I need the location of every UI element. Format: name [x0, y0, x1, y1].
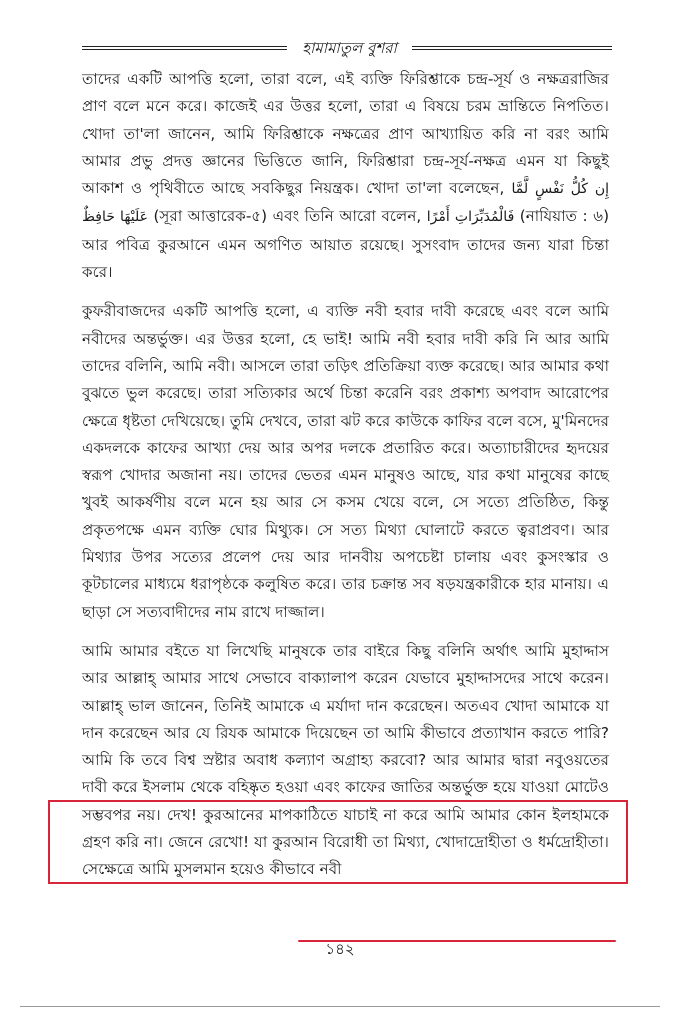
- arabic-verse-1: إِن كُلُّ نَفْسٍ لَّمَّا عَلَيْهَا حَافِظٌ: [82, 181, 610, 226]
- paragraph-text: তাদের একটি আপত্তি হলো, তারা বলে, এই ব্যক্তি ফিরিশ্তাকে চন্দ্র-সূর্য ও নক্ষত্ররাজির প্রাণ বলে মনে করে। কাজেই এর উত্তর হলো, তারা এ বিষয়ে চরম ভ্রান্তিতে নিপতিত। খোদা তা'লা জানেন, আমি ফিরিশ্তাকে নক্ষত্রের প্রাণ আখ্যায়িত করি না বরং আমি আমার প্রভু প্রদত্ত জ্ঞানের ভিত্তিতে জানি, ফিরিশ্তারা চন্দ্র-সূর্য-নক্ষত্র এমন যা কিছুই আকাশ ও পৃথিবীতে আছে সবকিছুর নিয়ন্ত্রক। খোদা তা'লা বলেছেন,: [82, 70, 609, 198]
- page-number: ১৪২: [325, 940, 355, 958]
- highlight-box-annotation: [48, 800, 628, 884]
- paragraph-text: (নাযিয়াত : ৬) আর পবিত্র কুরআনে এমন অগণিত আয়াত রয়েছে। সুসংবাদ তাদের জন্য যারা চিন্তা করে।: [82, 207, 609, 282]
- header-title: হামামাতুল বুশরা: [302, 39, 397, 57]
- running-header: [82, 38, 612, 60]
- header-rule-right: [412, 46, 612, 50]
- arabic-verse-2: فَالْمُدَبِّرَاتِ أَمْرًا: [426, 209, 515, 226]
- paragraph-text: (সূরা আত্তারেক-৫) এবং তিনি আরো বলেন,: [147, 207, 427, 226]
- footer-divider: [20, 1006, 660, 1007]
- paragraph-objection-prophethood: কুফরীবাজদের একটি আপত্তি হলো, এ ব্যক্তি নবী হবার দাবী করেছে এবং বলে আমি নবীদের অন্তর্ভুক্ত। এর উত্তর হলো, হে ভাই! আমি নবী হবার দাবী করি নি আর আমি তাদের বলিনি, আমি নবী। আসলে তারা তড়িৎ প্রতিক্রিয়া ব্যক্ত করেছে। আর আমার কথা বুঝতে ভুল করেছে। তারা সত্যিকার অর্থে চিন্তা করেনি বরং প্রকাশ্য অপবাদ আরোপের ক্ষেত্রে ধৃষ্টতা দেখিয়েছে। তুমি দেখবে, তারা ঝট করে কাউকে কাফির বলে বসে, মু'মিনদের একদলকে কাফের আখ্যা দেয় আর অপর দলকে প্রতারিত করে। অত্যাচারীদের হৃদয়ের স্বরূপ খোদার অজানা নয়। তাদের ভেতর এমন মানুষও আছে, যার কথা মানুষের কাছে খুবই আকর্ষণীয় বলে মনে হয় আর সে কসম খেয়ে বলে, সে সত্যে প্রতিষ্ঠিত, কিন্তু প্রকৃতপক্ষে এমন ব্যক্তি ঘোর মিথ্যুক। সে সত্য মিথ্যা ঘোলাটে করতে ত্বরাপ্রবণ। আর মিথ্যার উপর সত্যের প্রলেপ দেয় আর দানবীয় অপচেষ্টা চালায় এবং কুসংস্কার ও কূটচালের মাধ্যমে ধরাপৃষ্ঠকে কলুষিত করে। তার চক্রান্ত সব ষড়যন্ত্রকারীকে হার মানায়। এ ছাড়া সে সত্যবাদীদের নাম রাখে দাজ্জাল।: [82, 302, 609, 621]
- header-rule-left: [82, 46, 287, 50]
- paragraph-muhaddas: আমি আমার বইতে যা লিখেছি মানুষকে তার বাইরে কিছু বলিনি অর্থাৎ আমি মুহাদ্দাস আর আল্লাহ্ আমার সাথে সেভাবে বাক্যালাপ করেন যেভাবে মুহাদ্দাসদের সাথে করেন। আল্লাহ্ ভাল জানেন, তিনিই আমাকে এ মর্যাদা দান করেছেন। অতএব খোদা আমাকে যা দান করেছেন আর যে রিযক আমাকে দিয়েছেন তা আমি কীভাবে প্রত্যাখান করতে পারি? আমি কি তবে বিশ্ব স্রষ্টার অবাধ কল্যাণ অগ্রাহ্য করবো? আর আমার দ্বারা নবুওয়তের দাবী করে ইসলাম থেকে বহিষ্কৃত হওয়া এবং কাফের জাতির অন্তর্ভুক্ত হয়ে যাওয়া মোটেও সম্ভবপর নয়। দেখ! কুরআনের মাপকাঠিতে যাচাই না করে আমি আমার কোন ইলহামকে গ্রহণ করি না। জেনে রেখো! যা কুরআন বিরোধী তা মিথ্যা, খোদাদ্রোহীতা ও ধর্মদ্রোহীতা। সেক্ষেত্রে আমি মুসলমান হয়েও কীভাবে নবী: [82, 641, 609, 879]
- body-text: [82, 66, 609, 896]
- paragraph-objection-angels: [82, 66, 609, 286]
